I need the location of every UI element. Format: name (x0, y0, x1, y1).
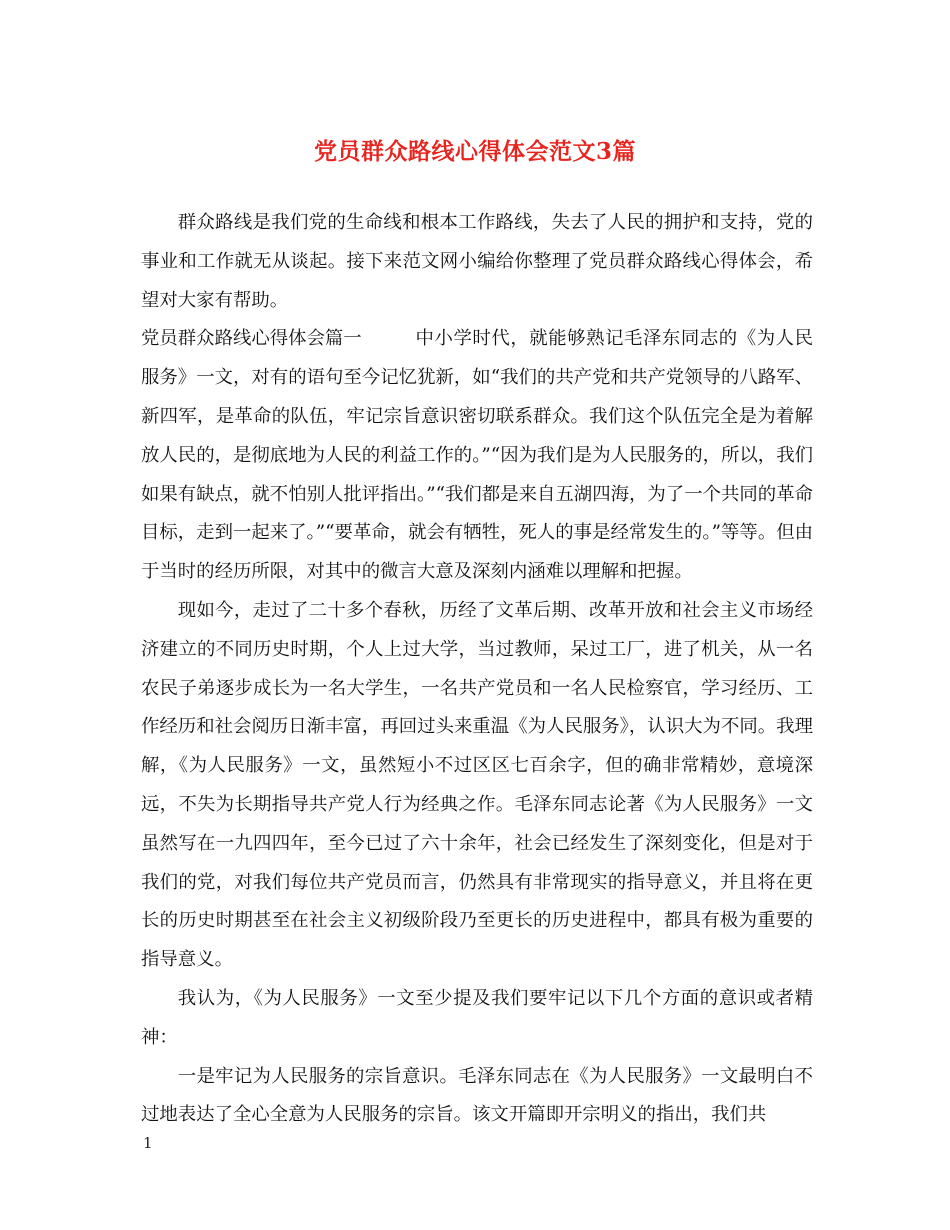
document-title: 党员群众路线心得体会范文3篇 (313, 138, 636, 165)
page-number: 1 (143, 1134, 153, 1152)
intro-paragraph: 群众路线是我们党的生命线和根本工作路线，失去了人民的拥护和支持，党的事业和工作就无从谈起。接下来范文网小编给你整理了党员群众路线心得体会，希望对大家有帮助。 (141, 212, 813, 311)
body-paragraph-3: 我认为，《为人民服务》一文至少提及我们要牢记以下几个方面的意识或者精神： (141, 987, 813, 1048)
body-paragraph-2: 现如今，走过了二十多个春秋，历经了文革后期、改革开放和社会主义市场经济建立的不同历史时期，个人上过大学，当过教师，呆过工厂，进了机关，从一名农民子弟逐步成长为一名大学生，一名共产党员和一名人民检察官，学习经历、工作经历和社会阅历日渐丰富，再回过头来重温《为人民服务》，认识大为不同。我理解，《为人民服务》一文，虽然短小不过区区七百余字，但的确非常精妙，意境深远，不失为长期指导共产党人行为经典之作。毛泽东同志论著《为人民服务》一文虽然写在一九四四年，至今已过了六十余年，社会已经发生了深刻变化，但是对于我们的党，对我们每位共产党员而言，仍然具有非常现实的指导意义，并且将在更长的历史时期甚至在社会主义初级阶段乃至更长的历史进程中，都具有极为重要的指导意义。 (141, 599, 813, 971)
document-body (141, 204, 813, 1135)
body-paragraph-4: 一是牢记为人民服务的宗旨意识。毛泽东同志在《为人民服务》一文最明白不过地表达了全心全意为人民服务的宗旨。该文开篇即开宗明义的指出，我们共 (141, 1065, 813, 1126)
section-paragraph (141, 320, 813, 592)
section-heading: 党员群众路线心得体会篇一 (141, 328, 362, 350)
section-first-paragraph: 中小学时代，就能够熟记毛泽东同志的《为人民服务》一文，对有的语句至今记忆犹新，如“我们的共产党和共产党领导的八路军、新四军，是革命的队伍，牢记宗旨意识密切联系群众。我们这个队伍完全是为着解放人民的，是彻底地为人民的利益工作的。”“因为我们是为人民服务的，所以，我们如果有缺点，就不怕别人批评指出。”“我们都是来自五湖四海，为了一个共同的革命目标，走到一起来了。”“要革命，就会有牺牲，死人的事是经常发生的。”等等。但由于当时的经历所限，对其中的微言大意及深刻内涵难以理解和把握。 (141, 328, 813, 583)
